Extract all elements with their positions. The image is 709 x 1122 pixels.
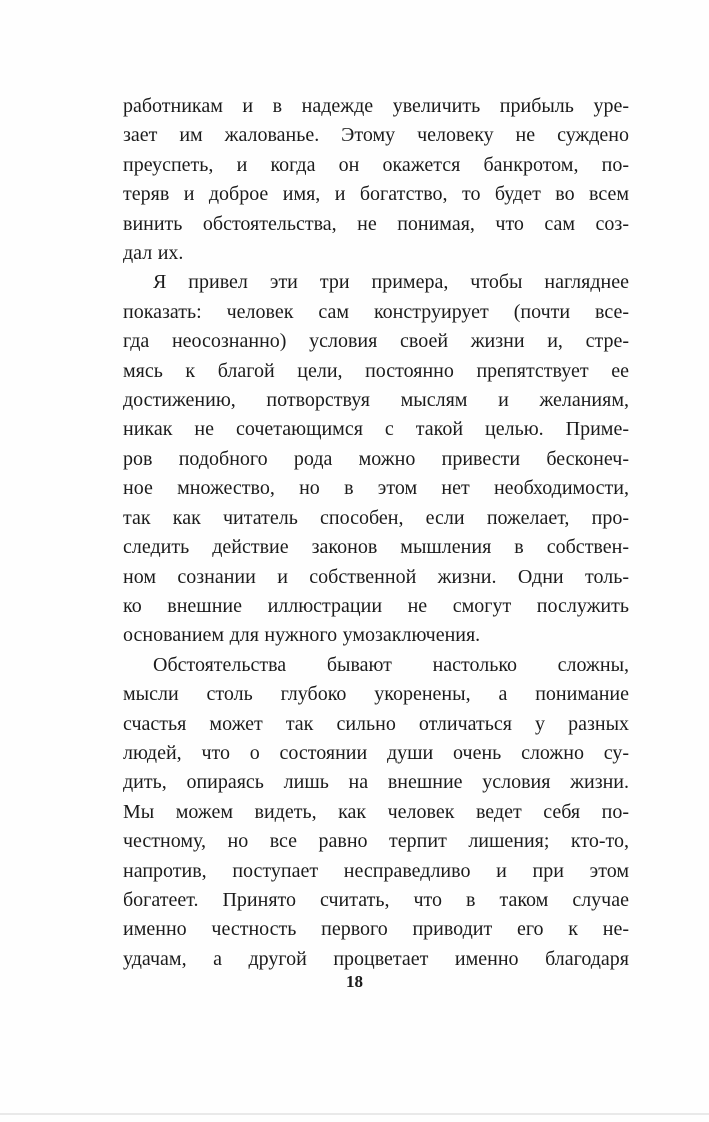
text-line: удачам, а другой процветает именно благодаря (123, 947, 629, 970)
text-line: именно честность первого приводит его к не- (123, 918, 629, 941)
page-number: 18 (346, 972, 363, 991)
text-line: ко внешние иллюстрации не смогут послужить (123, 594, 629, 617)
text-line: показать: человек сам конструирует (почти все- (123, 300, 629, 323)
text-line: счастья может так сильно отличаться у разных (123, 712, 629, 735)
paragraph (123, 268, 629, 650)
text-line: дал их. (123, 242, 184, 265)
text-line: никак не сочетающимся с такой целью. Приме- (123, 418, 629, 441)
paragraph (123, 92, 629, 268)
paragraph (123, 651, 629, 974)
text-line: винить обстоятельства, не понимая, что сам соз- (123, 212, 629, 235)
text-line: людей, что о состоянии души очень сложно су- (123, 741, 629, 764)
text-line: богатеет. Принято считать, что в таком случае (123, 888, 629, 911)
text-line: работникам и в надежде увеличить прибыль уре- (123, 95, 629, 117)
text-line: зает им жалованье. Этому человеку не суждено (123, 124, 629, 147)
text-block (123, 92, 629, 974)
text-line: дить, опираясь лишь на внешние условия жизни. (123, 771, 629, 794)
text-line: Обстоятельства бывают настолько сложны, (153, 653, 629, 676)
text-line: ное множество, но в этом нет необходимости, (123, 477, 629, 500)
text-line: следить действие законов мышления в собствен- (123, 536, 629, 559)
text-line: так как читатель способен, если пожелает, про- (123, 506, 629, 529)
text-line: теряв и доброе имя, и богатство, то будет во всем (123, 183, 629, 206)
text-line: достижению, потворствуя мыслям и желаниям, (123, 389, 629, 412)
text-line: мясь к благой цели, постоянно препятствует ее (123, 359, 629, 382)
text-line: ров подобного рода можно привести бесконеч- (123, 447, 629, 470)
text-line: напротив, поступает несправедливо и при этом (123, 859, 629, 882)
text-line: Я привел эти три примера, чтобы нагляднее (153, 271, 629, 294)
text-line: Мы можем видеть, как человек ведет себя по- (123, 800, 629, 823)
page-edge-divider (0, 1113, 709, 1115)
text-line: честному, но все равно терпит лишения; кто-то, (123, 830, 629, 853)
text-line: гда неосознанно) условия своей жизни и, стре- (123, 330, 629, 353)
text-line: основанием для нужного умозаключения. (123, 624, 481, 647)
text-line: мысли столь глубоко укоренены, а понимание (123, 683, 629, 706)
text-line: преуспеть, и когда он окажется банкротом, по- (123, 153, 629, 176)
text-line: ном сознании и собственной жизни. Одни толь- (123, 565, 629, 588)
